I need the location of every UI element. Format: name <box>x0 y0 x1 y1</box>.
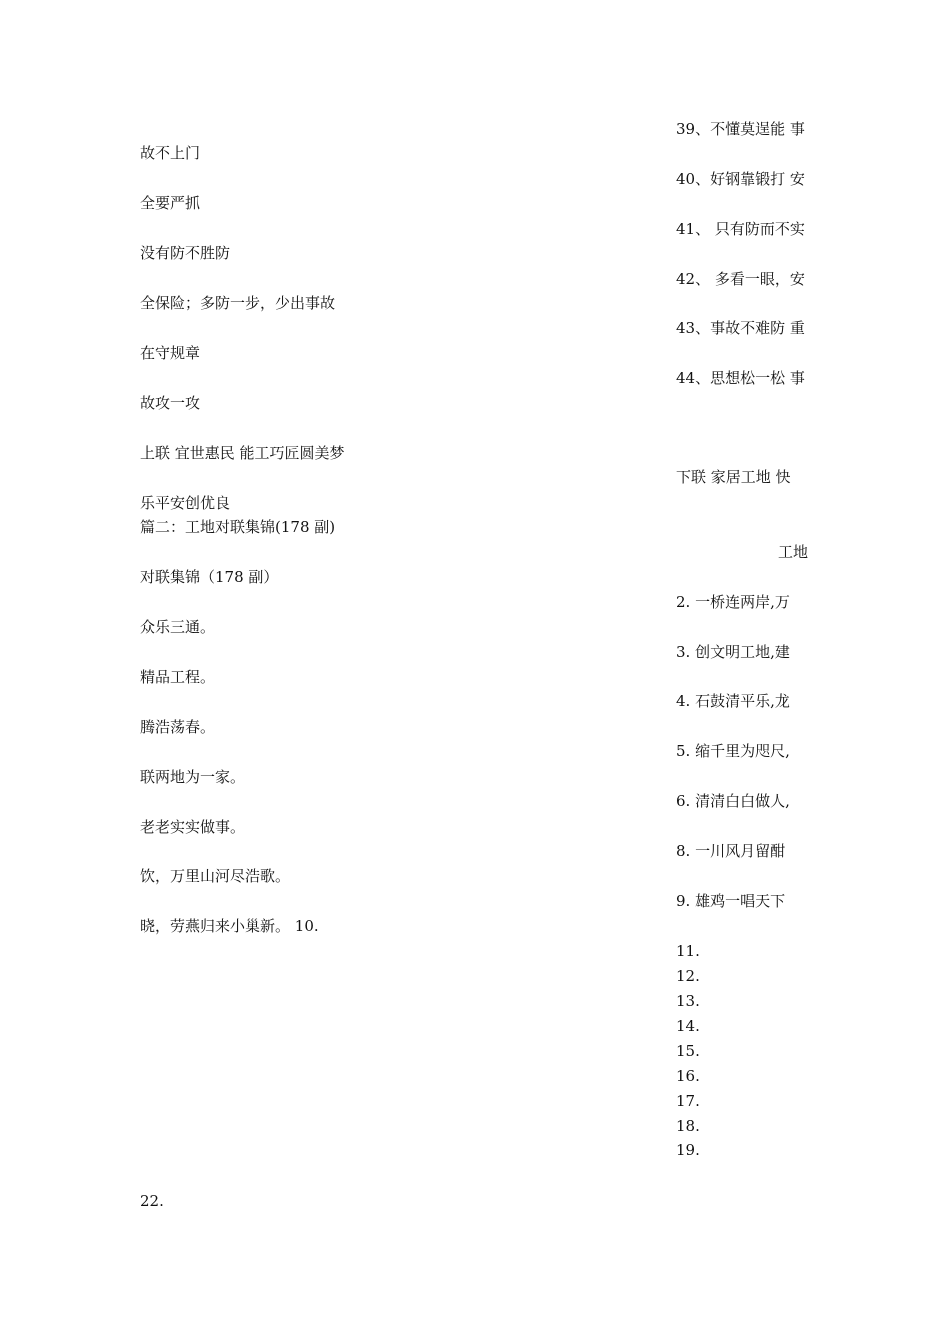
right-line: 41、 只有防而不实 <box>676 220 805 238</box>
right-line: 8. 一川风月留酣 <box>676 842 786 860</box>
right-line: 6. 清清白白做人, <box>676 792 790 810</box>
right-line: 44、思想松一松 事 <box>676 369 805 387</box>
left-line: 精品工程。 <box>140 668 216 686</box>
right-number: 13. <box>676 992 700 1010</box>
left-line: 全保险；多防一步，少出事故 <box>140 294 336 312</box>
right-line: 3. 创文明工地,建 <box>676 643 790 661</box>
right-number: 19. <box>676 1141 700 1159</box>
left-line: 众乐三通。 <box>140 618 216 636</box>
right-line: 2. 一桥连两岸,万 <box>676 593 790 611</box>
right-line: 42、 多看一眼，安 <box>676 270 805 288</box>
right-number: 16. <box>676 1067 700 1085</box>
right-line: 40、好钢靠锻打 安 <box>676 170 805 188</box>
left-line: 联两地为一家。 <box>140 768 246 786</box>
right-number: 15. <box>676 1042 700 1060</box>
right-line: 39、不懂莫逞能 事 <box>676 120 805 138</box>
right-number: 18. <box>676 1117 700 1135</box>
left-line: 没有防不胜防 <box>140 244 231 262</box>
left-line: 故攻一攻 <box>140 394 201 412</box>
left-line: 在守规章 <box>140 344 201 362</box>
right-line: 下联 家居工地 快 <box>676 468 791 486</box>
left-line: 全要严抓 <box>140 194 201 212</box>
left-line: 22. <box>140 1192 164 1210</box>
left-line: 对联集锦（178 副） <box>140 568 279 586</box>
right-line: 4. 石鼓清平乐,龙 <box>676 692 790 710</box>
left-line: 故不上门 <box>140 144 201 162</box>
right-line: 工地 <box>778 543 809 561</box>
right-number: 17. <box>676 1092 700 1110</box>
left-line: 腾浩荡春。 <box>140 718 216 736</box>
right-number: 14. <box>676 1017 700 1035</box>
right-line: 9. 雄鸡一唱天下 <box>676 892 786 910</box>
left-line: 老老实实做事。 <box>140 818 246 836</box>
section-heading: 篇二：工地对联集锦(178 副) <box>140 518 336 536</box>
right-number: 11. <box>676 942 700 960</box>
left-line: 上联 宜世惠民 能工巧匠圆美梦 <box>140 444 345 462</box>
left-line: 晓，劳燕归来小巢新。 10. <box>140 917 319 935</box>
left-line: 饮，万里山河尽浩歌。 <box>140 867 291 885</box>
left-line: 乐平安创优良 <box>140 494 231 512</box>
right-line: 5. 缩千里为咫尺, <box>676 742 790 760</box>
right-line: 43、事故不难防 重 <box>676 319 805 337</box>
right-number: 12. <box>676 967 700 985</box>
